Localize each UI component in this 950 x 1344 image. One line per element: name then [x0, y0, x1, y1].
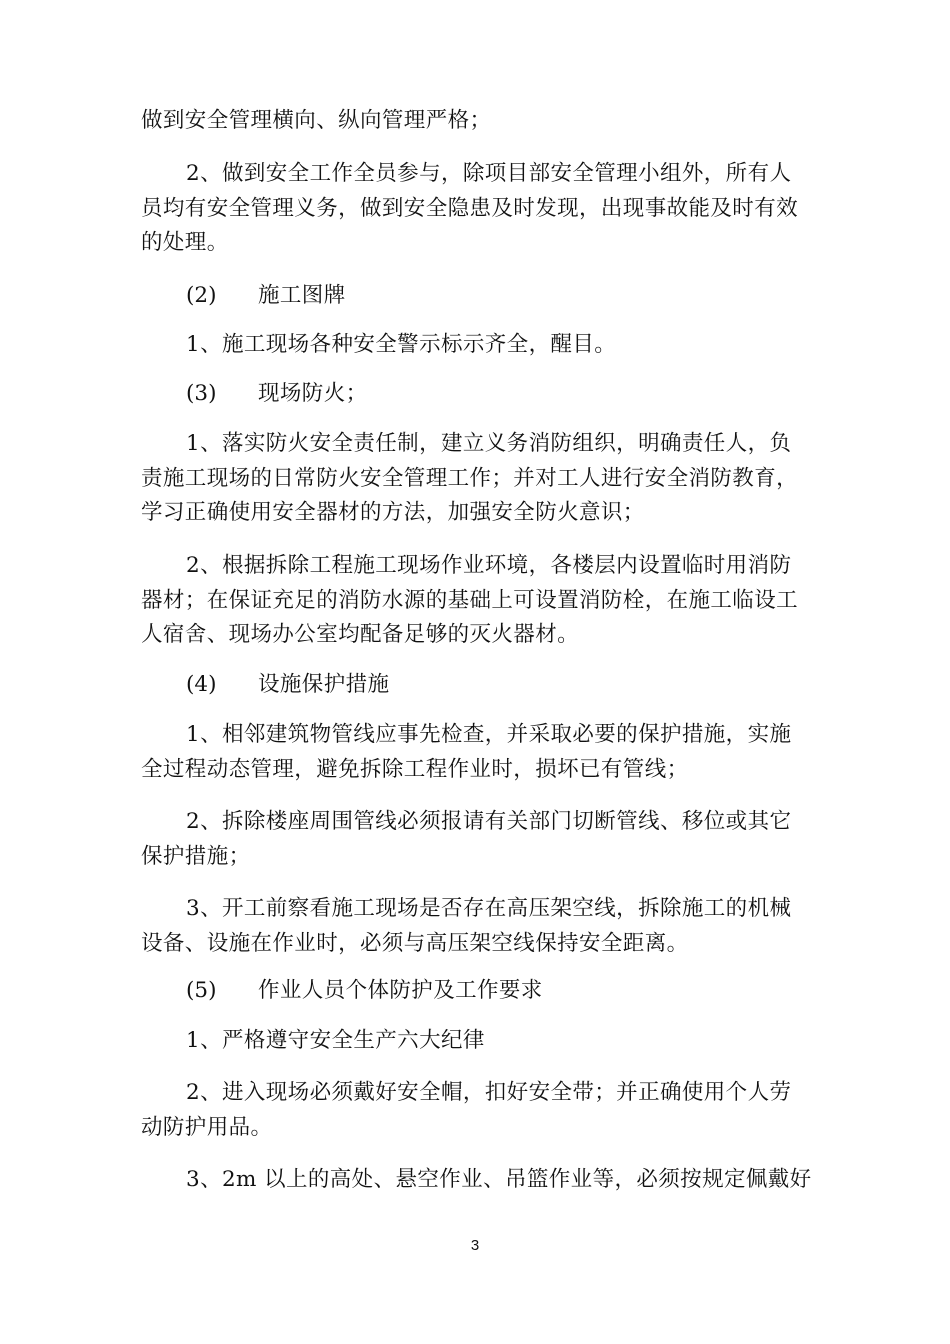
- text-line: 员均有安全管理义务，做到安全隐患及时发现，出现事故能及时有效: [141, 196, 799, 221]
- section-title: 设施保护措施: [258, 672, 390, 697]
- text-line: 人宿舍、现场办公室均配备足够的灭火器材。: [141, 622, 580, 647]
- paragraph-line: 1、施工现场各种安全警示标示齐全，醒目。: [186, 332, 617, 357]
- paragraph-line: 2、拆除楼座周围管线必须报请有关部门切断管线、移位或其它: [186, 809, 792, 834]
- paragraph-line: 2、做到安全工作全员参与，除项目部安全管理小组外，所有人: [186, 161, 792, 186]
- text-line: 设备、设施在作业时，必须与高压架空线保持安全距离。: [141, 931, 689, 956]
- paragraph-line: 2、根据拆除工程施工现场作业环境，各楼层内设置临时用消防: [186, 553, 792, 578]
- paragraph-line: 3、开工前察看施工现场是否存在高压架空线，拆除施工的机械: [186, 896, 792, 921]
- text-line: 动防护用品。: [141, 1115, 273, 1140]
- text-line: 全过程动态管理，避免拆除工程作业时，损坏已有管线；: [141, 757, 689, 782]
- text-line: 责施工现场的日常防火安全管理工作；并对工人进行安全消防教育，: [141, 466, 799, 491]
- paragraph-line: 1、严格遵守安全生产六大纪律: [186, 1028, 485, 1053]
- section-number: (5): [186, 978, 217, 1003]
- text-line: 的处理。: [141, 230, 229, 255]
- text-line: 器材；在保证充足的消防水源的基础上可设置消防栓，在施工临设工: [141, 588, 799, 613]
- paragraph-line: 1、相邻建筑物管线应事先检查，并采取必要的保护措施，实施: [186, 722, 792, 747]
- paragraph-line: 2、进入现场必须戴好安全帽，扣好安全带；并正确使用个人劳: [186, 1080, 792, 1105]
- section-number: (3): [186, 381, 217, 406]
- paragraph-line: 1、落实防火安全责任制，建立义务消防组织，明确责任人，负: [186, 431, 792, 456]
- section-number: (2): [186, 283, 217, 308]
- text-line: 学习正确使用安全器材的方法，加强安全防火意识；: [141, 500, 645, 525]
- section-number: (4): [186, 672, 217, 697]
- text-line: 保护措施；: [141, 844, 251, 869]
- text-line: 做到安全管理横向、纵向管理严格；: [141, 108, 492, 133]
- paragraph-line: 3、2m 以上的高处、悬空作业、吊篮作业等，必须按规定佩戴好: [186, 1167, 812, 1192]
- page-number: 3: [470, 1237, 480, 1254]
- section-title: 施工图牌: [258, 283, 346, 308]
- section-title: 现场防火；: [258, 381, 368, 406]
- section-title: 作业人员个体防护及工作要求: [258, 978, 543, 1003]
